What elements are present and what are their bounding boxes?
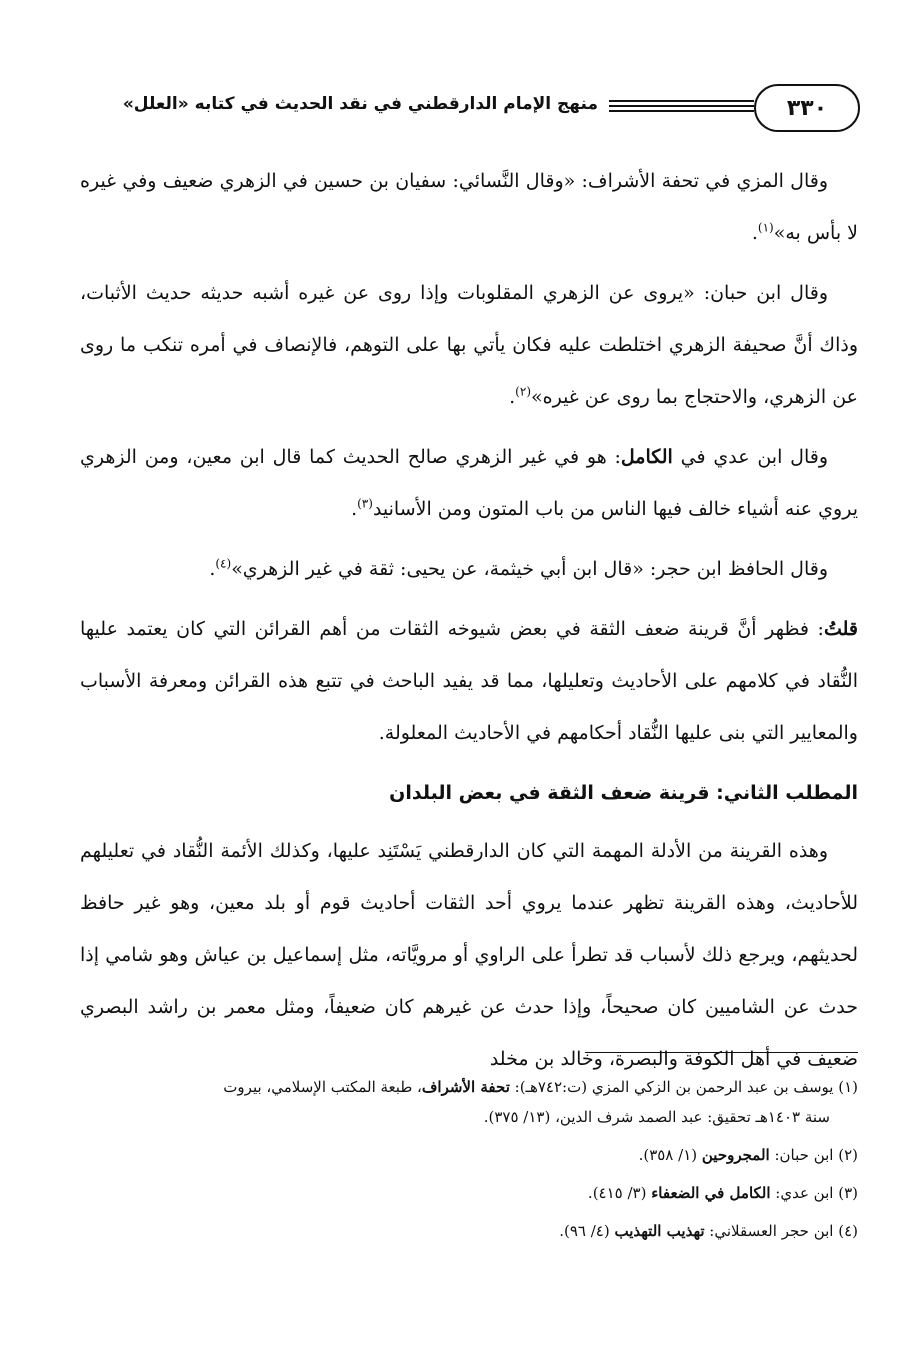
footnote-text: (٤) ابن حجر العسقلاني: xyxy=(704,1222,858,1240)
footnote-4 xyxy=(80,1216,858,1246)
footnotes xyxy=(80,1072,858,1254)
running-title: منهج الإمام الدارقطني في نقد الحديث في كتابه «العلل» xyxy=(122,94,598,114)
paragraph-ibn-hibban: وقال ابن حبان: «يروى عن الزهري المقلوبات وإذا روى عن غيره أشبه حديثه حديث الأثبات، وذاك أنَّ صحيفة الزهري اختلطت عليه فكان يأتي بها على التوهم، فالإنصاف في أمره تنكب ما روى عن الزهري، والاحتجاج بما روى عن غيره»$^{(٢)}$. xyxy=(80,282,858,408)
footnote-book-title: الكامل في الضعفاء xyxy=(651,1184,771,1202)
footnote-ref: (٣) xyxy=(357,496,373,511)
paragraph-text: وهذه القرينة من الأدلة المهمة التي كان الدارقطني يَسْتَنِد عليها، وكذلك الأئمة النُّقاد في تعليلهم للأحاديث، وهذه القرينة تظهر عندما يروي أحد الثقات أحاديث قوم أو بلد معين، وهو غير حافظ لحديثهم، ويرجع ذلك لأسباب قد تطرأ على الراوي أو مرويَّاته، مثل إسماعيل بن عياش وهو شامي إذا حدث عن الشاميين كان صحيحاً، وإذا حدث عن غيرهم كان ضعيفاً، ومثل معمر بن راشد البصري ضعيف في أهل الكوفة والبصرة، وخالد بن مخلد xyxy=(80,840,858,1070)
footnote-3 xyxy=(80,1178,858,1208)
paragraph-text: وقال ابن حبان: «يروى عن الزهري المقلوبات وإذا روى عن غيره أشبه حديثه حديث الأثبات، وذاك أنَّ صحيفة الزهري اختلطت عليه فكان يأتي بها على التوهم، فالإنصاف في أمره تنكب ما روى عن الزهري، والاحتجاج بما روى عن غيره» xyxy=(80,282,858,408)
page-header xyxy=(70,84,860,136)
paragraph-text: وقال المزي في تحفة الأشراف: «وقال النَّسائي: سفيان بن حسين في الزهري ضعيف وفي غيره لا بأس به» xyxy=(80,170,858,244)
section-heading: المطلب الثاني: قرينة ضعف الثقة في بعض البلدان xyxy=(389,782,858,804)
footnote-1 xyxy=(80,1072,858,1132)
footnote-book-title: المجروحين xyxy=(701,1146,770,1164)
page-number-badge: ٣٣٠ xyxy=(754,84,860,132)
footnote-text: (٢) ابن حبان: xyxy=(769,1146,858,1164)
paragraph-conclusion xyxy=(80,603,858,759)
footnote-text: (٤/ ٩٦). xyxy=(559,1222,615,1240)
footnote-ref: (٢) xyxy=(515,384,531,399)
footnote-separator xyxy=(585,1052,858,1053)
footnote-text: (١/ ٣٥٨). xyxy=(638,1146,702,1164)
paragraph-mizzi: وقال المزي في تحفة الأشراف: «وقال النَّسائي: سفيان بن حسين في الزهري ضعيف وفي غيره لا بأس به»$^{(١)}$. xyxy=(80,170,858,244)
footnote-ref: (١) xyxy=(757,220,774,235)
header-decorative-rule xyxy=(609,100,754,114)
footnote-text: سنة ١٤٠٣هـ تحقيق: عبد الصمد شرف الدين، (١٣/ ٣٧٥). xyxy=(483,1108,830,1126)
paragraph-lead: وقال ابن عدي في xyxy=(672,446,828,468)
paragraph-text: وقال الحافظ ابن حجر: «قال ابن أبي خيثمة، عن يحيى: ثقة في غير الزهري» xyxy=(231,558,828,580)
paragraph-text: : فظهر أنَّ قرينة ضعف الثقة في بعض شيوخه الثقات من أهم القرائن التي كان يعتمد عليها النُّقاد في كلامهم على الأحاديث وتعليلها، مما قد يفيد الباحث في تتبع هذه القرائن ومعرفة الأسباب والمعايير التي بنى عليها النُّقاد أحكامهم في الأحاديث المعلولة. xyxy=(80,618,858,744)
paragraph-ibn-adi: وقال ابن عدي في الكامل: هو في غير الزهري صالح الحديث كما قال ابن معين، ومن الزهري يروي عنه أشياء خالف فيها الناس من باب المتون ومن الأسانيد$^{(٣)}$. xyxy=(80,446,858,520)
footnote-ref: (٤) xyxy=(215,556,232,571)
footnote-2 xyxy=(80,1140,858,1170)
paragraph-text: : هو في غير الزهري صالح الحديث كما قال ابن معين، ومن الزهري يروي عنه أشياء خالف فيها الناس من باب المتون ومن الأسانيد xyxy=(80,446,858,520)
footnote-book-title: تحفة الأشراف xyxy=(421,1078,510,1096)
main-text xyxy=(80,155,858,1093)
footnote-book-title: تهذيب التهذيب xyxy=(614,1222,705,1240)
book-title: الكامل xyxy=(620,446,673,468)
footnote-text: ، طبعة المكتب الإسلامي، بيروت xyxy=(223,1078,422,1096)
paragraph-lead: قلتُ xyxy=(823,618,858,640)
paragraph-ibn-hajar: وقال الحافظ ابن حجر: «قال ابن أبي خيثمة، عن يحيى: ثقة في غير الزهري»$^{(٤)}$. xyxy=(209,556,828,580)
footnote-text: (١) يوسف بن عبد الرحمن بن الزكي المزي (ت:٧٤٢هـ): xyxy=(509,1078,858,1096)
paragraph-section-intro xyxy=(80,825,858,1085)
footnote-text: (٣) ابن عدي: xyxy=(770,1184,858,1202)
footnote-text: (٣/ ٤١٥). xyxy=(587,1184,652,1202)
